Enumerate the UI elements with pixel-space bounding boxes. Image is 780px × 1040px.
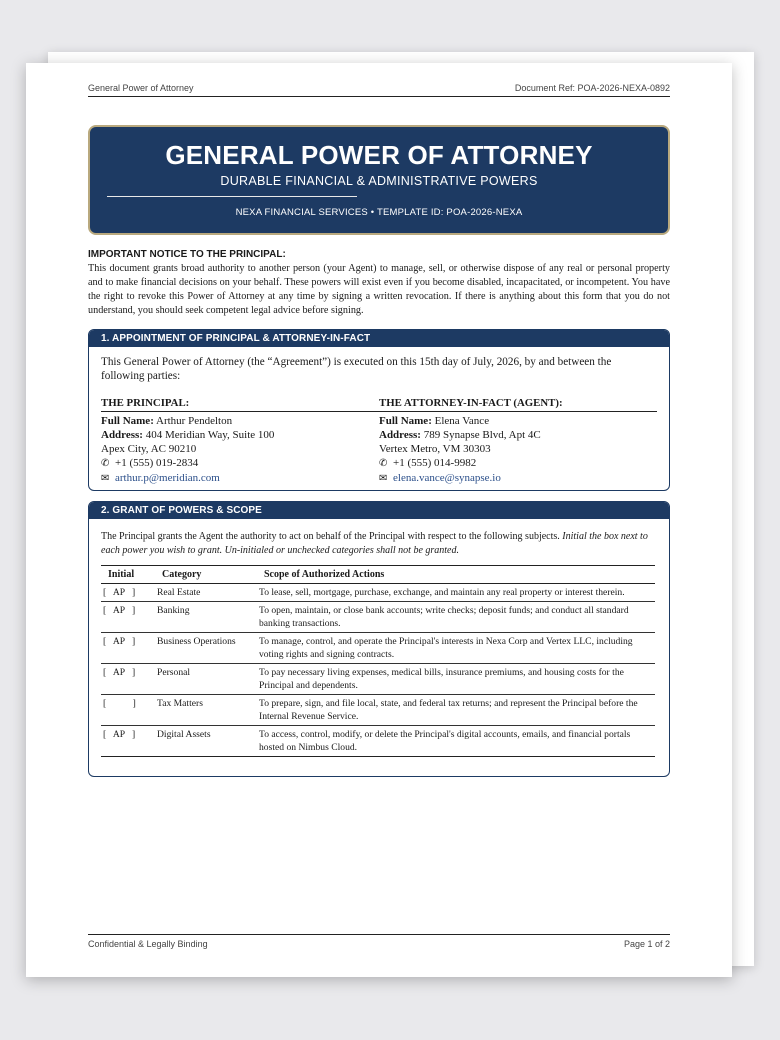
address-label: Address: xyxy=(379,429,421,441)
table-row xyxy=(101,664,655,695)
table-row xyxy=(101,602,655,633)
table-row xyxy=(101,633,655,664)
address-label: Address: xyxy=(101,429,143,441)
header-doc-ref: Document Ref: POA-2026-NEXA-0892 xyxy=(514,83,670,93)
initial-box[interactable]: [ AP ] xyxy=(101,633,155,664)
category-cell: Personal xyxy=(155,664,257,695)
scope-cell: To open, maintain, or close bank accounts; write checks; deposit funds; and conduct all standard banking transactions. xyxy=(257,602,655,633)
scope-cell: To manage, control, and operate the Principal's interests in Nexa Corp and Vertex LLC, including voting rights and signing contracts. xyxy=(257,633,655,664)
principal-title: THE PRINCIPAL: xyxy=(101,397,379,412)
scope-cell: To pay necessary living expenses, medical bills, insurance premiums, and housing costs for the Principal and dependents. xyxy=(257,664,655,695)
agent-phone-line xyxy=(379,456,657,471)
principal-email-line xyxy=(101,471,379,486)
envelope-icon: ✉ xyxy=(101,473,110,484)
important-notice xyxy=(88,249,670,318)
phone-icon: ✆ xyxy=(101,458,110,469)
initial-box[interactable]: [ AP ] xyxy=(101,664,155,695)
column-header-initial: Initial xyxy=(101,566,155,584)
category-cell: Digital Assets xyxy=(157,729,211,740)
principal-address1: 404 Meridian Way, Suite 100 xyxy=(145,429,275,441)
provider-line: NEXA FINANCIAL SERVICES • TEMPLATE ID: POA-2026-NEXA xyxy=(235,207,523,218)
category-cell: Banking xyxy=(155,602,257,633)
table-row xyxy=(101,695,655,726)
notice-body: This document grants broad authority to another person (your Agent) to manage, sell, or otherwise dispose of any real or personal property and to make financial decisions on your behalf. These powers will exist even if you become disabled, incapacitated, or incompetent. You have the right to revoke this Power of Attorney at any time by signing a written revocation. If there is anything about this form that you do not understand, you should seek competent legal advice before signing. xyxy=(88,263,670,316)
table-header-row xyxy=(101,566,655,584)
running-header xyxy=(88,83,670,97)
title-divider xyxy=(107,196,357,197)
table-row xyxy=(101,584,655,602)
principal-address-line xyxy=(101,428,379,442)
agent-address1: 789 Synapse Blvd, Apt 4C xyxy=(423,429,541,441)
running-footer xyxy=(88,934,670,949)
title-banner xyxy=(88,125,670,235)
initial-box[interactable]: [ AP ] xyxy=(101,584,155,602)
notice-title: IMPORTANT NOTICE TO THE PRINCIPAL: xyxy=(88,249,286,260)
agent-phone: +1 (555) 014-9982 xyxy=(393,457,477,469)
powers-table xyxy=(101,565,655,757)
initial-box[interactable]: [ ] xyxy=(101,695,155,726)
agent-email-link[interactable]: elena.vance@synapse.io xyxy=(393,472,501,484)
document-page xyxy=(26,63,732,977)
principal-phone: +1 (555) 019-2834 xyxy=(115,457,199,469)
agent-name-line xyxy=(379,414,657,428)
agent-title: THE ATTORNEY-IN-FACT (AGENT): xyxy=(379,397,657,412)
name-label: Full Name: xyxy=(101,415,154,427)
agent-address2: Vertex Metro, VM 30303 xyxy=(379,443,491,455)
category-cell: Business Operations xyxy=(155,633,257,664)
parties-block xyxy=(101,397,657,486)
grant-intro xyxy=(101,530,657,558)
table-row xyxy=(101,726,655,757)
document-title: GENERAL POWER OF ATTORNEY xyxy=(165,140,593,170)
principal-name: Arthur Pendelton xyxy=(156,415,233,427)
agent-email-line xyxy=(379,471,657,486)
agent-name: Elena Vance xyxy=(434,415,490,427)
section-intro: This General Power of Attorney (the “Agreement”) is executed on this 15th day of July, 2026, by and between the following parties: xyxy=(101,356,612,382)
column-header-category: Category xyxy=(155,566,257,584)
section-heading: 1. APPOINTMENT OF PRINCIPAL & ATTORNEY-IN-FACT xyxy=(89,330,669,347)
scope-cell: To access, control, modify, or delete the Principal's digital accounts, emails, and financial portals hosted on Nimbus Cloud. xyxy=(259,729,631,753)
initial-box[interactable]: [ AP ] xyxy=(103,729,136,740)
principal-name-line xyxy=(101,414,379,428)
scope-cell: To lease, sell, mortgage, purchase, exchange, and maintain any real property or interest therein. xyxy=(257,584,655,602)
grant-intro-text: The Principal grants the Agent the authority to act on behalf of the Principal with respect to the following subjects. xyxy=(101,531,563,542)
footer-confidential: Confidential & Legally Binding xyxy=(88,939,208,949)
agent-address-line xyxy=(379,428,657,442)
initial-box[interactable]: [ AP ] xyxy=(101,602,155,633)
name-label: Full Name: xyxy=(379,415,432,427)
principal-address2: Apex City, AC 90210 xyxy=(101,443,197,455)
header-doc-title: General Power of Attorney xyxy=(88,83,194,93)
section-appointment xyxy=(88,329,670,491)
principal-email-link[interactable]: arthur.p@meridian.com xyxy=(115,472,220,484)
footer-page-number: Page 1 of 2 xyxy=(623,939,670,949)
agent-block xyxy=(379,397,657,486)
grant-instructions: Initial the box next to each power you wish to grant. Un-initialed or unchecked categories shall not be granted. xyxy=(101,531,648,556)
principal-phone-line xyxy=(101,456,379,471)
principal-block xyxy=(101,397,379,486)
phone-icon: ✆ xyxy=(379,458,388,469)
column-header-scope: Scope of Authorized Actions xyxy=(257,566,655,584)
category-cell: Tax Matters xyxy=(155,695,257,726)
category-cell: Real Estate xyxy=(155,584,257,602)
section-heading: 2. GRANT OF POWERS & SCOPE xyxy=(89,502,669,519)
envelope-icon: ✉ xyxy=(379,473,388,484)
scope-cell: To prepare, sign, and file local, state, and federal tax returns; and represent the Principal before the Internal Revenue Service. xyxy=(257,695,655,726)
document-subtitle: DURABLE FINANCIAL & ADMINISTRATIVE POWERS xyxy=(220,174,538,188)
section-grant-of-powers xyxy=(88,501,670,777)
